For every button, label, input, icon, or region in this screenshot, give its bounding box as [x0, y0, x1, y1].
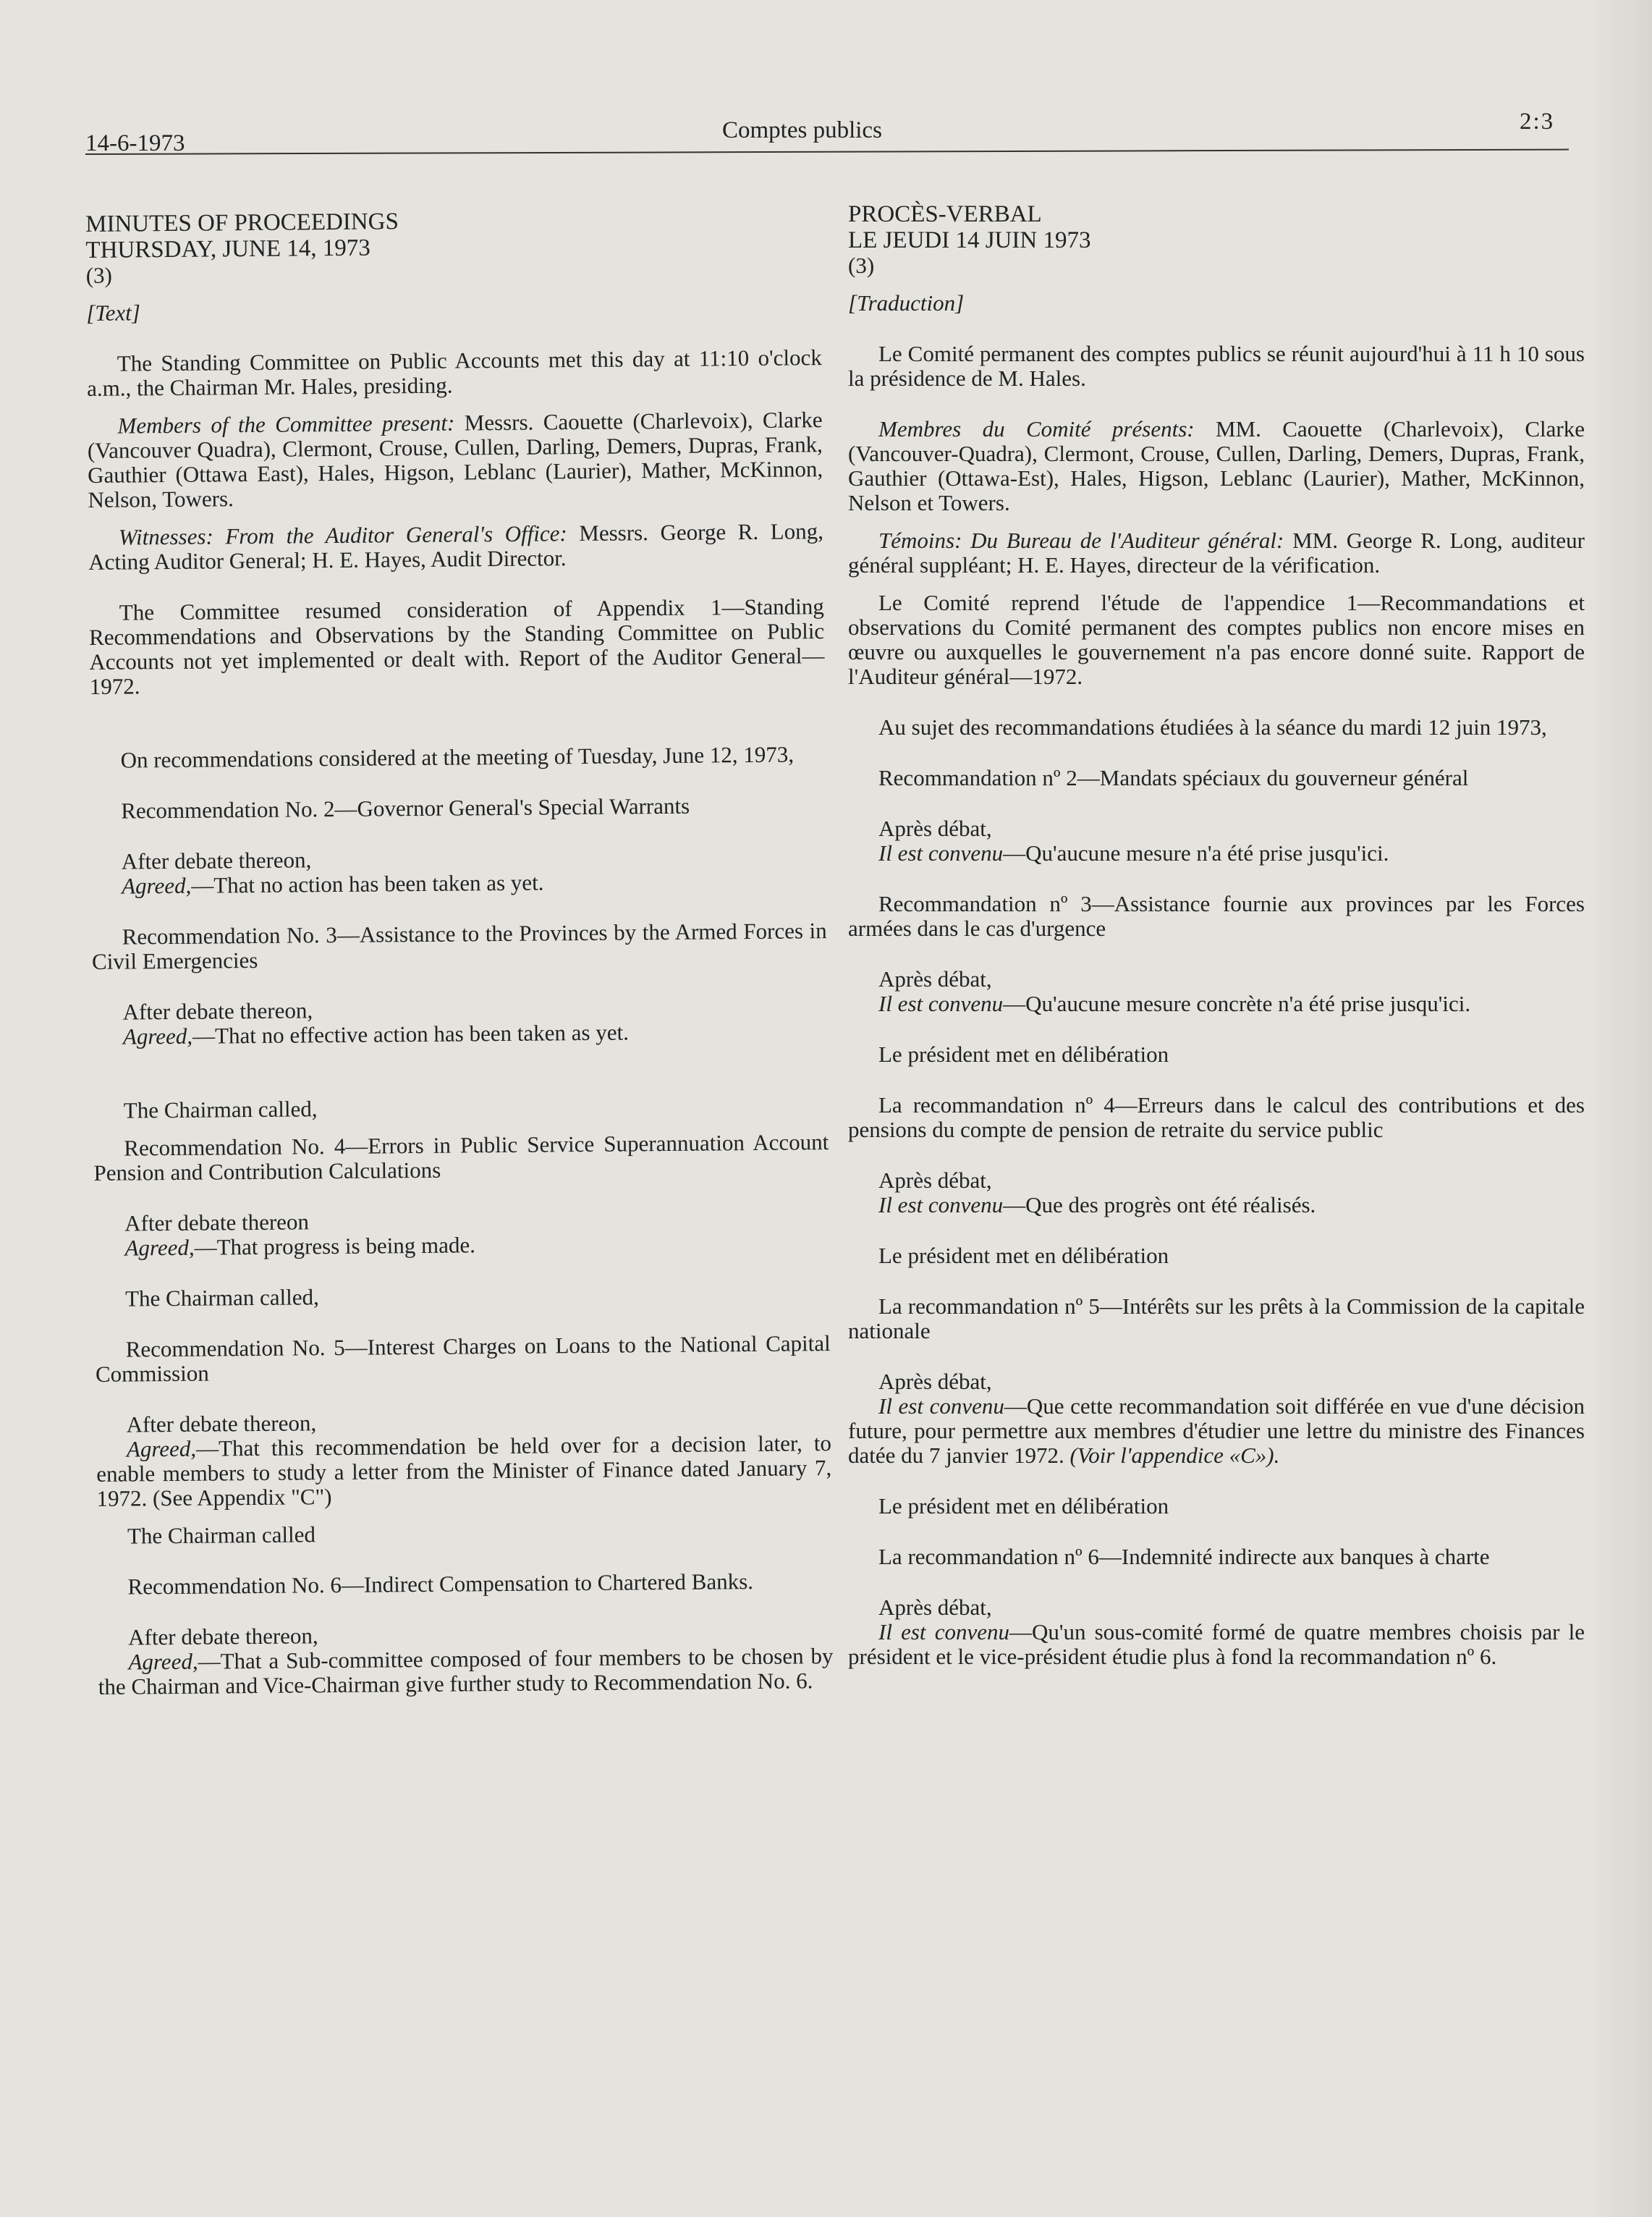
- agreed-label: Agreed,: [128, 1648, 198, 1675]
- agreed-label: Agreed,: [121, 872, 192, 899]
- agreed-label: Agreed,: [122, 1023, 193, 1050]
- section-number: (3): [85, 262, 113, 288]
- opening-paragraph: Le Comité permanent des comptes publics se réunit aujourd'hui à 11 h 10 sous la présidence de M. Hales.: [848, 341, 1585, 391]
- debate-line-2: After debate thereon,: [122, 997, 313, 1025]
- header-date: 14-6-1973: [85, 130, 185, 156]
- witnesses-paragraph: [848, 528, 1585, 578]
- agreed-label: Agreed,: [126, 1435, 197, 1462]
- debate-line-2: Après débat,: [878, 966, 992, 992]
- on-recommendations-paragraph: Au sujet des recommandations étudiées à la séance du mardi 12 juin 1973,: [878, 714, 1547, 740]
- recommendation-5: Recommendation No. 5—Interest Charges on Loans to the National Capital Commission: [95, 1330, 831, 1387]
- agreed-text: —That progress is being made.: [194, 1232, 476, 1260]
- section-number: (3): [848, 253, 875, 278]
- witnesses-label: Témoins: Du Bureau de l'Auditeur général:: [878, 528, 1284, 553]
- agreed-text: —Qu'un sous-comité formé de quatre membres choisis par le président et le vice-président étudie plus à fond la recommandation nº 6.: [848, 1619, 1585, 1669]
- recommendation-3: Recommendation No. 3—Assistance to the Provinces by the Armed Forces in Civil Emergencies: [91, 918, 827, 974]
- agreed-label: Il est convenu: [878, 840, 1004, 866]
- recommendation-5: La recommandation nº 5—Intérêts sur les prêts à la Commission de la capitale nationale: [848, 1293, 1585, 1343]
- agreed-line-3: [848, 1193, 1585, 1217]
- header-rule: [85, 149, 1569, 155]
- witnesses-paragraph: [88, 519, 824, 575]
- members-label: Members of the Committee present:: [117, 410, 455, 439]
- agreed-line-5: [848, 1620, 1585, 1669]
- recommendation-2: Recommendation No. 2—Governor General's Special Warrants: [121, 793, 690, 824]
- resumed-paragraph: The Committee resumed consideration of Appendix 1—Standing Recommendations and Observations by the Standing Committee on Public Accounts not yet implemented or dealt with. Report of the Auditor General—1972.: [88, 594, 825, 699]
- recommendation-6: Recommendation No. 6—Indirect Compensation to Chartered Banks.: [127, 1568, 754, 1600]
- members-list: Messrs. Caouette (Charlevoix), Clarke (Vancouver Quadra), Clermont, Crouse, Cullen, Darling, Demers, Dupras, Frank, Gauthier (Ottawa East), Hales, Higson, Leblanc (Laurier), Mather, McKinnon, Nelson, Towers.: [87, 407, 823, 512]
- chairman-called-3: Le président met en délibération: [878, 1493, 1169, 1519]
- recommendation-3: Recommandation nº 3—Assistance fournie aux provinces par les Forces armées dans le cas d'urgence: [848, 891, 1585, 941]
- resumed-paragraph: Le Comité reprend l'étude de l'appendice 1—Recommandations et observations du Comité permanent des comptes publics non encore mises en œuvre ou auxquelles le gouvernement n'a pas encore donné suite. Rapport de l'Auditeur général—1972.: [848, 590, 1585, 689]
- agreed-label: Il est convenu: [878, 1192, 1004, 1217]
- witnesses-list: Messrs. George R. Long, Acting Auditor General; H. E. Hayes, Audit Director.: [88, 518, 824, 575]
- recommendation-4: La recommandation nº 4—Erreurs dans le calcul des contributions et des pensions du compte de pension de retraite du service public: [848, 1092, 1585, 1142]
- agreed-text: —Que cette recommandation soit différée en vue d'une décision future, pour permettre aux membres d'étudier une lettre du ministre des Finances datée du 7 janvier 1972.: [848, 1393, 1585, 1468]
- chairman-called-1: Le président met en délibération: [878, 1042, 1169, 1067]
- debate-line-4: After debate thereon,: [126, 1410, 317, 1437]
- debate-line-3: After debate thereon: [124, 1209, 310, 1236]
- witnesses-label: Witnesses: From the Auditor General's Office:: [118, 520, 567, 550]
- agreed-text: —That a Sub-committee composed of four members to be chosen by the Chairman and Vice-Chairman give further study to Recommendation No. 6.: [98, 1643, 834, 1699]
- agreed-line-2: [848, 992, 1585, 1016]
- agreed-label: Agreed,: [124, 1234, 195, 1261]
- section-date: LE JEUDI 14 JUIN 1973: [848, 227, 1091, 253]
- agreed-line-4: [848, 1394, 1585, 1468]
- english-column: [85, 205, 834, 1699]
- agreed-text: —That no action has been taken as yet.: [191, 869, 544, 898]
- section-heading: MINUTES OF PROCEEDINGS: [85, 208, 399, 237]
- agreed-line-1: [848, 841, 1585, 866]
- see-appendix-note: (Voir l'appendice «C»).: [1069, 1443, 1280, 1468]
- members-label: Membres du Comité présents:: [878, 416, 1195, 442]
- debate-line-4: Après débat,: [878, 1369, 992, 1394]
- text-label: [Text]: [86, 300, 141, 326]
- agreed-label: Il est convenu: [878, 991, 1004, 1016]
- chairman-called-2: Le président met en délibération: [878, 1243, 1169, 1268]
- recommendation-2: Recommandation nº 2—Mandats spéciaux du gouverneur général: [878, 765, 1469, 790]
- header-title: Comptes publics: [722, 117, 882, 143]
- witnesses-list: MM. George R. Long, auditeur général suppléant; H. E. Hayes, directeur de la vérification.: [848, 528, 1585, 578]
- section-date: THURSDAY, JUNE 14, 1973: [85, 235, 370, 263]
- chairman-called-2: The Chairman called,: [124, 1284, 319, 1312]
- agreed-label: Il est convenu: [878, 1619, 1009, 1644]
- debate-line-5: Après débat,: [878, 1595, 992, 1620]
- agreed-text: —That no effective action has been taken as yet.: [192, 1019, 630, 1049]
- members-paragraph: [848, 417, 1585, 515]
- agreed-text: —Que des progrès ont été réalisés.: [1003, 1192, 1316, 1217]
- agreed-label: Il est convenu: [878, 1393, 1004, 1419]
- members-list: MM. Caouette (Charlevoix), Clarke (Vancouver-Quadra), Clermont, Crouse, Cullen, Darling, Demers, Dupras, Frank, Gauthier (Ottawa-Est), Hales, Higson, Leblanc (Laurier), Mather, McKinnon, Nelson et Towers.: [848, 416, 1585, 515]
- chairman-called-3: The Chairman called: [127, 1521, 316, 1549]
- french-column: [848, 201, 1585, 1669]
- agreed-text: —Qu'aucune mesure concrète n'a été prise jusqu'ici.: [1003, 991, 1471, 1016]
- section-heading: PROCÈS-VERBAL: [848, 201, 1042, 227]
- chairman-called-1: The Chairman called,: [123, 1096, 318, 1123]
- agreed-text: —That this recommendation be held over for a decision later, to enable members to study a letter from the Minister of Finance dated January 7, 1972. (See Appendix "C"): [96, 1430, 832, 1511]
- opening-paragraph: The Standing Committee on Public Accounts met this day at 11:10 o'clock a.m., the Chairman Mr. Hales, presiding.: [86, 345, 822, 401]
- debate-line-1: Après débat,: [878, 816, 992, 841]
- members-paragraph: [87, 407, 823, 512]
- header-page-number: 2:3: [1520, 109, 1555, 135]
- recommendation-6: La recommandation nº 6—Indemnité indirecte aux banques à charte: [878, 1544, 1490, 1569]
- agreed-line-5: [98, 1644, 834, 1699]
- agreed-line-4: [96, 1431, 832, 1511]
- text-label: [Traduction]: [848, 290, 965, 316]
- on-recommendations-paragraph: On recommendations considered at the meeting of Tuesday, June 12, 1973,: [120, 741, 795, 773]
- page-edge-shadow: [1587, 0, 1652, 2217]
- recommendation-4: Recommendation No. 4—Errors in Public Service Superannuation Account Pension and Contribution Calculations: [93, 1129, 829, 1186]
- agreed-text: —Qu'aucune mesure n'a été prise jusqu'ici.: [1003, 840, 1389, 866]
- debate-line-5: After debate thereon,: [128, 1623, 318, 1650]
- debate-line-1: After debate thereon,: [121, 847, 312, 874]
- debate-line-3: Après débat,: [878, 1167, 992, 1193]
